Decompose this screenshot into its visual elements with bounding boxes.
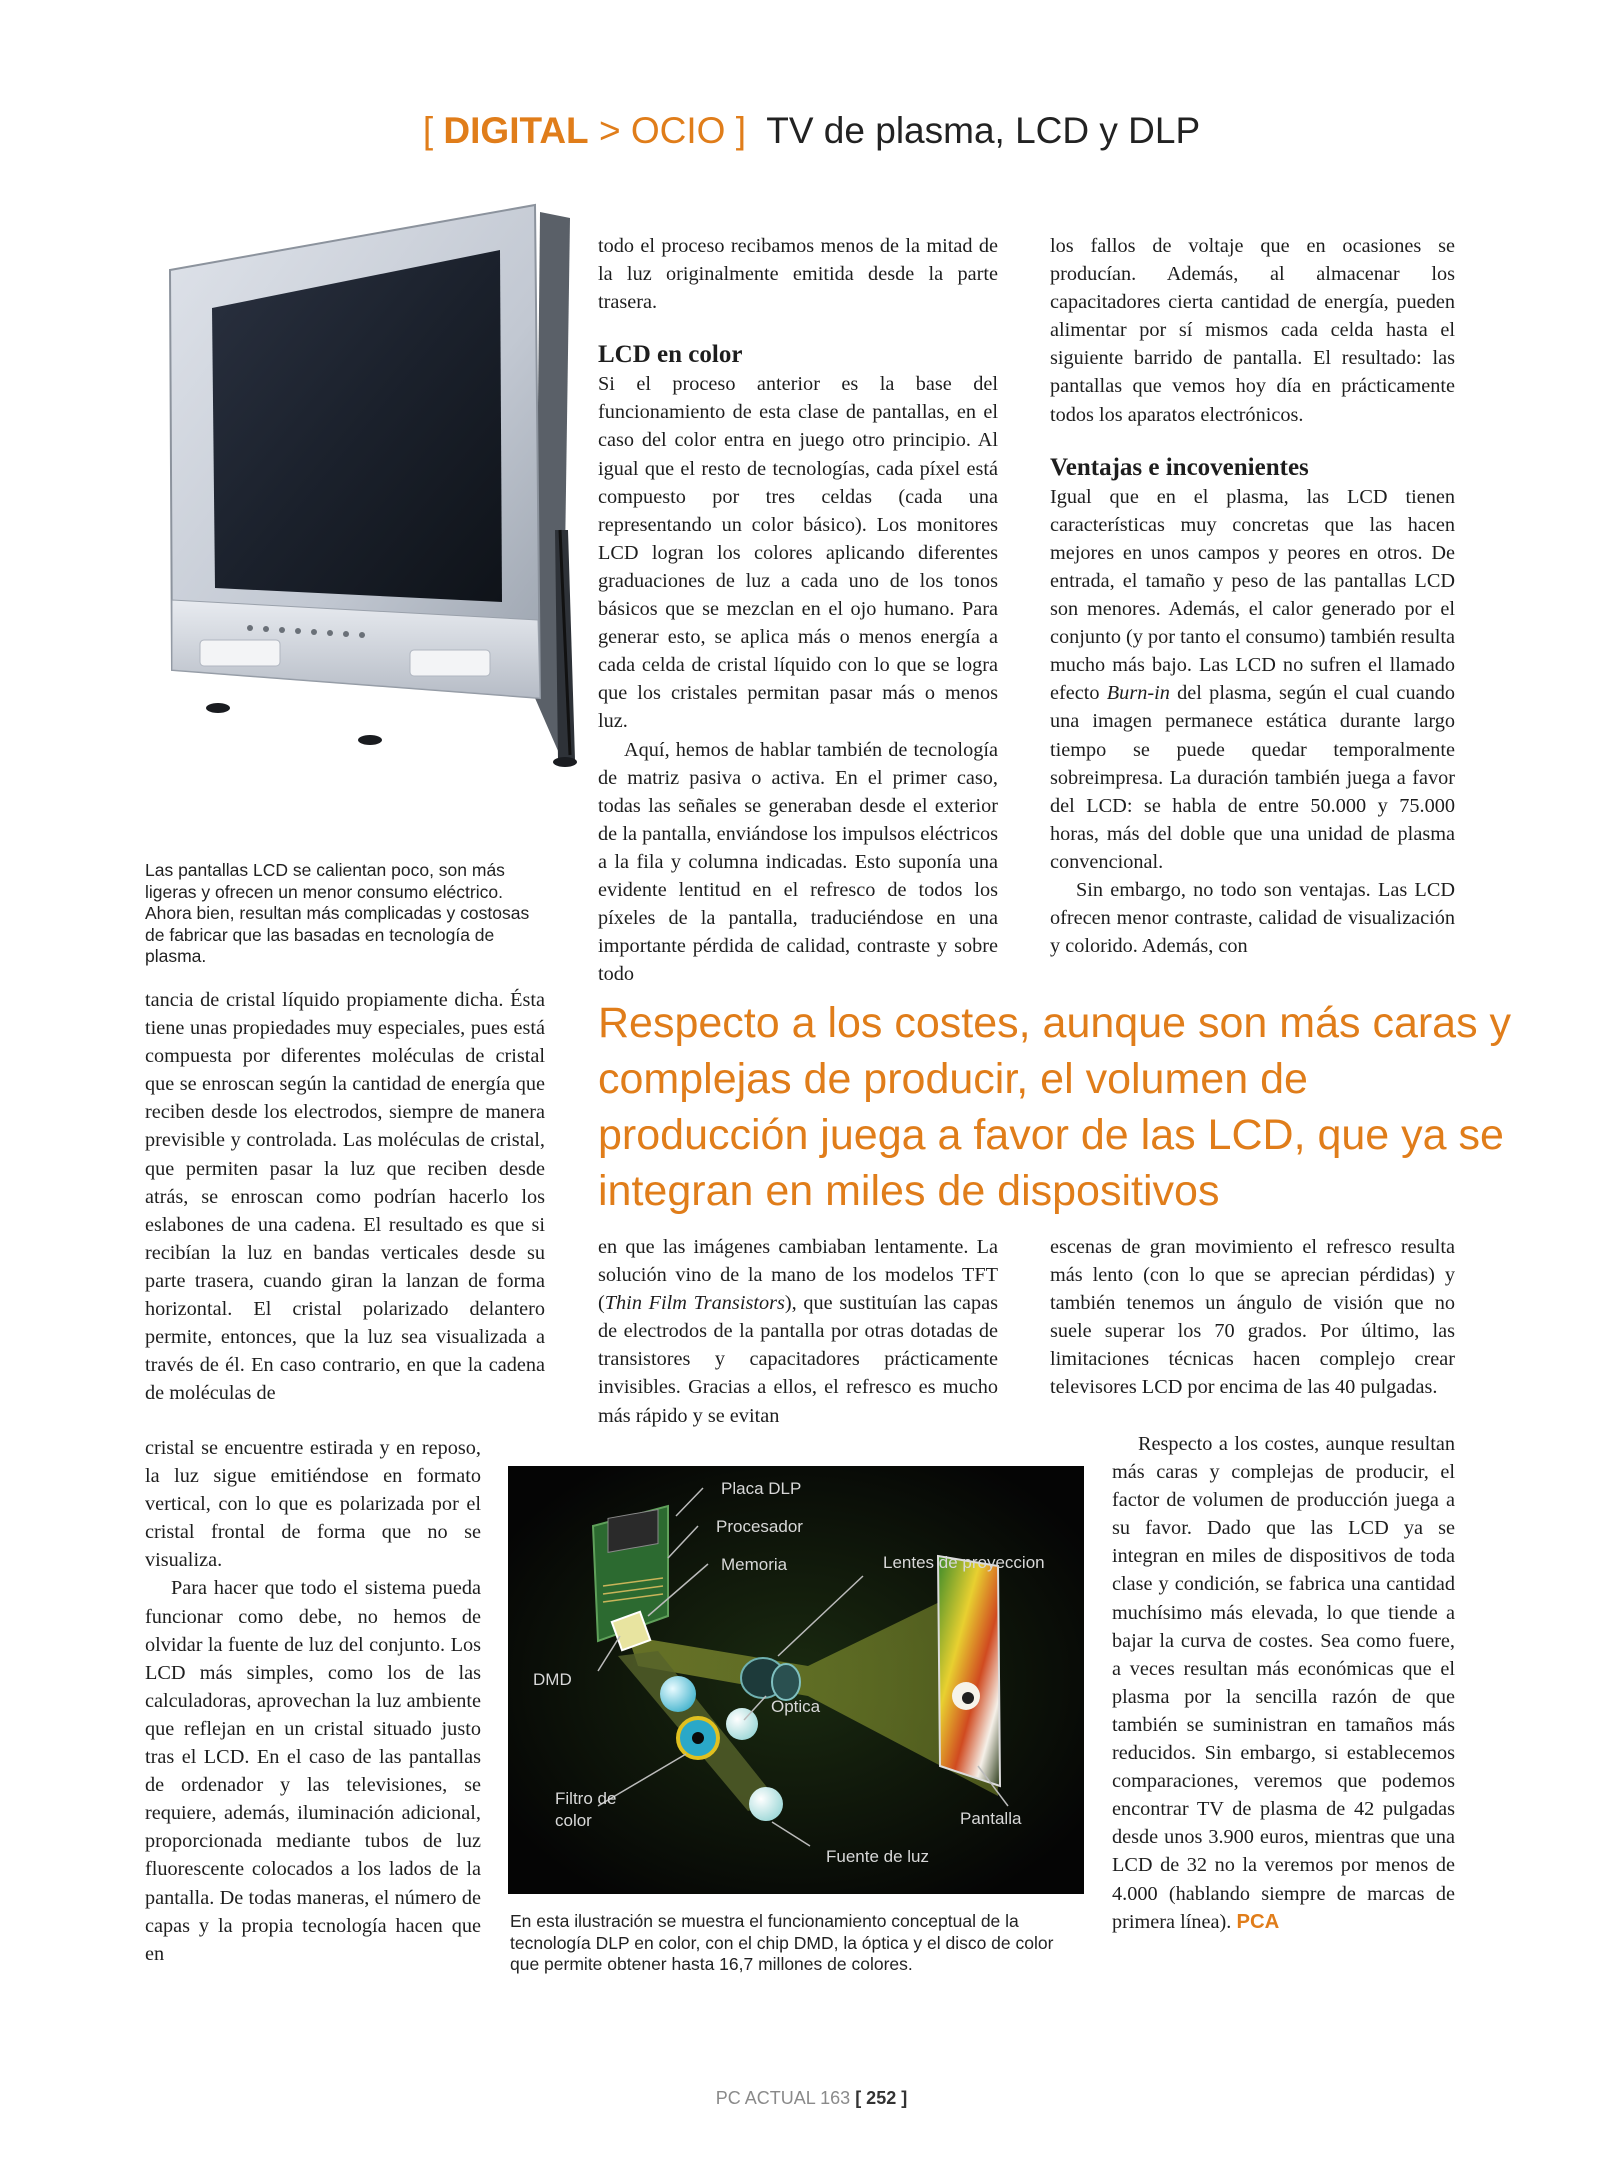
label-procesador: Procesador <box>716 1517 803 1536</box>
label-filtro-2: color <box>555 1811 592 1830</box>
tft-expansion: Thin Film Transistors <box>604 1292 785 1315</box>
author-signature: PCA <box>1236 1910 1280 1933</box>
pull-quote: Respecto a los costes, aunque son más caras y complejas de producir, el volumen de producción juega a favor de las LCD, que ya se integran en miles de dispositivos <box>598 999 1512 1215</box>
col3-paragraph-2: Igual que en el plasma, las LCD tienen características muy concretas que las hacen mejores en unos campos y peores en otros. De entrada, el tamaño y peso de las pantallas LCD son menores. Además, el calor generado por el conjunto (y por tanto el consumo) también resulta mucho más bajo. Las LCD no sufren el llamado efecto Burn-in del plasma, según el cual cuando una imagen permanece estática durante largo tiempo se puede quedar temporalmente sobreimpresa. La duración también juega a favor del LCD: se habla de entre 50.000 y 75.000 horas, más del doble que una unidad de plasma convencional. <box>1050 485 1456 873</box>
col2-paragraph-2: Si el proceso anterior es la base del funcionamiento de esta clase de pantallas, en el caso del color entra en juego otro principio. Al igual que el resto de tecnologías, cada píxel está compuesto por tres celdas (cada una representando un color básico). Los monitores LCD logran los colores aplicando diferentes graduaciones de luz a cada uno de los tonos básicos que se mezclan en el ojo humano. Para generar esto, se aplica más o menos energía a cada celda de cristal líquido con lo que se logra que los cristales permitan pasar más o menos luz. <box>598 373 998 733</box>
stand-foot-left <box>206 703 230 713</box>
burn-in-term: Burn-in <box>1106 682 1170 705</box>
projection-lens <box>741 1658 800 1700</box>
col3-paragraph-1: los fallos de voltaje que en ocasiones se producían. Además, al almacenar los capacitadores cierta cantidad de energía, pueden alimentar por sí mismos cada celda hasta el siguiente barrido de pantalla. El resultado: las pantallas que vemos hoy día en prácticamente todos los aparatos electrónicos. <box>1050 235 1455 426</box>
header-arrow: > <box>598 110 621 151</box>
light-source-ball <box>749 1787 783 1821</box>
dlp-diagram <box>508 1466 1084 1894</box>
column-1-narrow <box>145 1434 481 1968</box>
label-memoria: Memoria <box>721 1555 788 1574</box>
column-2 <box>598 232 998 988</box>
header-bracket-open: [ <box>422 110 434 151</box>
lcd-monitor-photo <box>160 200 580 775</box>
label-pantalla: Pantalla <box>960 1809 1022 1828</box>
column-3 <box>1050 232 1455 960</box>
label-fuente-luz: Fuente de luz <box>826 1847 930 1866</box>
col1-paragraph-2: cristal se encuentre estirada y en reposo, la luz sigue emitiéndose en formato vertical, con lo que es polarizada por el cristal frontal de forma que no se visualiza. <box>145 1437 481 1572</box>
footer-page-number: [ 252 ] <box>855 2088 908 2108</box>
col2b-paragraph: en que las imágenes cambiaban lentamente. La solución vino de la mano de los modelos TFT (Thin Film Transistors), que sustituían las capas de electrodos de la pantalla por otras dotadas de transistores y capacitadores prácticamente invisibles. Gracias a ellos, el refresco es mucho más rápido y se evitan <box>598 1236 998 1427</box>
heading-ventajas: Ventajas e incovenientes <box>1050 453 1309 481</box>
optic-ball-2 <box>726 1708 758 1740</box>
photo-caption: Las pantallas LCD se calientan poco, son más ligeras y ofrecen un menor consumo eléctrico. Ahora bien, resultan más complicadas y costosas de fabricar que las basadas en tecnología de plasma. <box>145 860 530 966</box>
speaker-left <box>200 640 280 666</box>
col2-paragraph-1: todo el proceso recibamos menos de la mitad de la luz originalmente emitida desde la parte trasera. <box>598 235 998 314</box>
footer-magazine: PC ACTUAL 163 <box>715 2088 851 2108</box>
label-optica: Optica <box>771 1697 821 1716</box>
header-title: TV de plasma, LCD y DLP <box>766 110 1201 151</box>
label-placa-dlp: Placa DLP <box>721 1479 802 1498</box>
optic-ball-1 <box>660 1676 696 1712</box>
col1-paragraph-1: tancia de cristal líquido propiamente dicha. Ésta tiene unas propiedades muy especiales, pues está compuesta por diferentes moléculas de cristal que se enroscan según la cantidad de energía que reciben desde los electrodos, siempre de manera previsible y controlada. Las moléculas de cristal, que permiten pasar la luz que reciben desde atrás, se enroscan como podrían hacerlo los eslabones de una cadena. El resultado es que si recibían la luz en bandas verticales desde su parte trasera, cuando giran la lanzan de forma horizontal. El cristal polarizado delantero permite, entonces, que la luz sea visualizada a través de él. En caso contrario, en que la cadena de moléculas de <box>145 989 545 1405</box>
col2-paragraph-3: Aquí, hemos de hablar también de tecnología de matriz pasiva o activa. En el primer caso, todas las señales se generaban desde el exterior de la pantalla, enviándose los impulsos eléctricos a la fila y columna indicadas. Esto suponía una evidente lentitud en el refresco de todos los píxeles de la pantalla, traduciéndose en una importante pérdida de calidad, contraste y sobre todo <box>598 738 998 986</box>
column-1 <box>145 986 545 1407</box>
running-header <box>0 110 1623 152</box>
page-footer <box>0 2088 1623 2109</box>
col3b-paragraph-1: escenas de gran movimiento el refresco resulta más lento (con lo que se aprecian pérdidas) y también tenemos un ángulo de visión que no suele superar los 70 grados. Por último, las limitaciones técnicas hacen complejo crear televisores LCD por encima de las 40 pulgadas. <box>1050 1236 1455 1399</box>
header-section: DIGITAL <box>443 110 589 151</box>
label-filtro-1: Filtro de <box>555 1789 617 1808</box>
label-lentes: Lentes de proyeccion <box>883 1553 1045 1572</box>
heading-lcd-en-color: LCD en color <box>598 341 743 369</box>
monitor-screen <box>212 250 502 602</box>
column-3-bottom <box>1050 1233 1455 1402</box>
label-dmd: DMD <box>533 1670 572 1689</box>
diagram-caption: En esta ilustración se muestra el funcionamiento conceptual de la tecnología DLP en color, con el chip DMD, la óptica y el disco de color que permite obtener hasta 16,7 millones de colores. <box>510 1911 1054 1974</box>
col3-paragraph-3: Sin embargo, no todo son ventajas. Las LCD ofrecen menor contraste, calidad de visualización y colorido. Además, con <box>1050 878 1455 958</box>
stand-foot-right <box>358 735 382 745</box>
speaker-right <box>410 650 490 676</box>
col1-paragraph-3: Para hacer que todo el sistema pueda funcionar como debe, no hemos de olvidar la fuente de luz del conjunto. Los LCD más simples, como los de las calculadoras, aprovechan la luz ambiente que reflejan en un cristal situado justo tras el LCD. En el caso de las pantallas de ordenador y las televisiones, se requiere, además, iluminación adicional, proporcionada mediante tubos de luz fluorescente colocados a los lados de la pantalla. De todas maneras, el número de capas y la propia tecnología hacen que en <box>145 1577 481 1965</box>
header-bracket-close: ] <box>735 110 746 151</box>
header-subsection: OCIO <box>630 110 726 151</box>
column-3-narrow <box>1112 1430 1455 1936</box>
projection-screen <box>938 1556 1000 1786</box>
column-2-bottom <box>598 1233 998 1430</box>
col3b-paragraph-2: Respecto a los costes, aunque resultan más caras y complejas de producir, el factor de volumen de producción juega a su favor. Dado que las LCD ya se integran en miles de dispositivos de toda clase y condición, se fabrica una cantidad muchísimo más elevada, lo que tiende a bajar la curva de costes. Sea como fuere, a veces resultan más económicas que el plasma por la sencilla razón de que también se suministran en tamaños más reducidos. Sin embargo, si establecemos comparaciones, veremos que podemos encontrar TV de plasma de 42 pulgadas desde unos 3.900 euros, mientras que una LCD de 32 no la veremos por menos de 4.000 (hablando siempre de marcas de primera línea). PCA <box>1112 1433 1455 1933</box>
